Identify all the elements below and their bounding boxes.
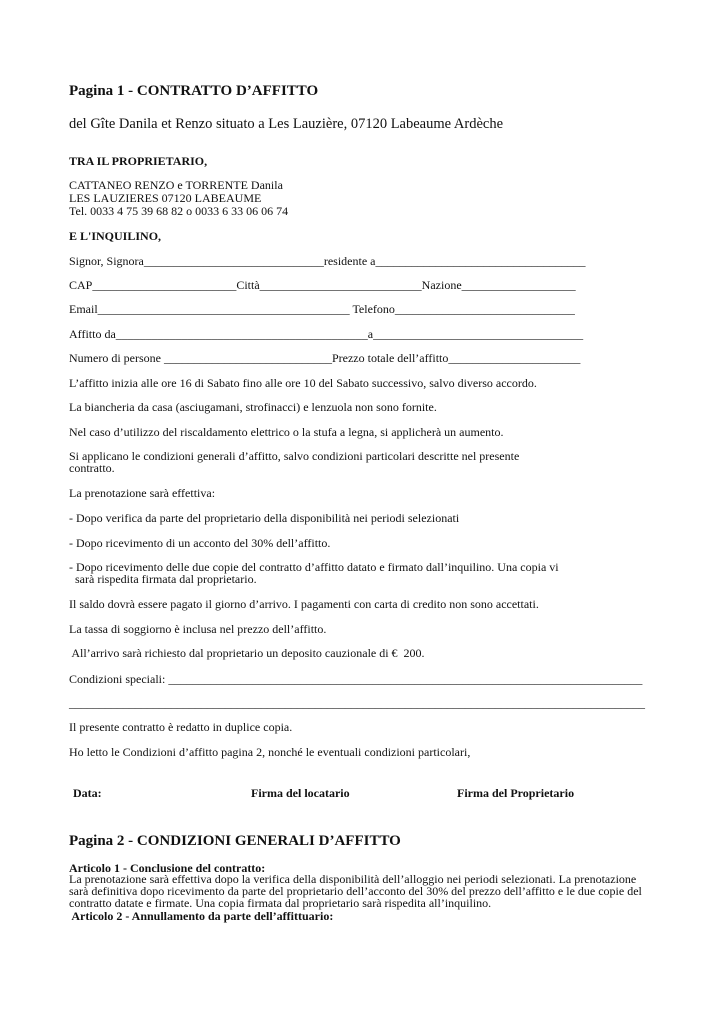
paragraph-linen: La biancheria da casa (asciugamani, strofinacci) e lenzuola non sono fornite.	[69, 400, 437, 414]
page1-subtitle: del Gîte Danila et Renzo situato a Les Lauzière, 07120 Labeaume Ardèche	[69, 116, 504, 132]
form-line-name: Signor, Signora______________________________residente a___________________________________	[69, 254, 586, 268]
article2-title: Articolo 2 - Annullamento da parte dell’affittuario:	[69, 909, 334, 923]
form-line-email: Email__________________________________________ Telefono______________________________	[69, 302, 575, 316]
page2-title: Pagina 2 - CONDIZIONI GENERALI D’AFFITTO	[69, 833, 401, 849]
paragraph-balance: Il saldo dovrà essere pagato il giorno d’arrivo. I pagamenti con carta di credito non sono accettati.	[69, 597, 539, 611]
owner-heading: TRA IL PROPRIETARIO,	[69, 154, 208, 168]
article1-title: Articolo 1 - Conclusione del contratto:	[69, 861, 266, 875]
form-line-city: CAP________________________Città___________________________Nazione___________________	[69, 278, 576, 292]
booking-intro: La prenotazione sarà effettiva:	[69, 486, 216, 500]
paragraph-security-deposit: All’arrivo sarà richiesto dal proprietario un deposito cauzionale di € 200.	[69, 646, 425, 660]
form-line-dates: Affitto da__________________________________________a___________________________________	[69, 327, 584, 341]
special-conditions-line2: ________________________________________________________________________________________________	[69, 696, 645, 710]
owner-name: CATTANEO RENZO e TORRENTE Danila	[69, 178, 283, 192]
general-conditions-line2: contratto.	[69, 461, 115, 475]
signature-tenant-label: Firma del locatario	[251, 786, 350, 800]
paragraph-checkin: L’affitto inizia alle ore 16 di Sabato fino alle ore 10 del Sabato successivo, salvo diverso accordo.	[69, 376, 537, 390]
article1-line3: contratto datate e firmate. Una copia firmata dal proprietario sarà rispedita all’inquilino.	[69, 896, 492, 910]
paragraph-duplicate: Il presente contratto è redatto in duplice copia.	[69, 720, 293, 734]
paragraph-read-statement: Ho letto le Condizioni d’affitto pagina 2, nonché le eventuali condizioni particolari,	[69, 745, 471, 759]
signature-date-label: Data:	[73, 786, 102, 800]
owner-phone: Tel. 0033 4 75 39 68 82 o 0033 6 33 06 06 74	[69, 204, 289, 218]
article1-line1: La prenotazione sarà effettiva dopo la verifica della disponibilità dell’alloggio nei periodi selezionati. La prenotazione	[69, 872, 637, 886]
paragraph-heating: Nel caso d’utilizzo del riscaldamento elettrico o la stufa a legna, si applicherà un aumento.	[69, 425, 504, 439]
booking-item-contract-line1: - Dopo ricevimento delle due copie del contratto d’affitto datato e firmato dall’inquilino. Una copia vi	[69, 560, 559, 574]
tenant-heading: E L'INQUILINO,	[69, 229, 162, 243]
general-conditions-line1: Si applicano le condizioni generali d’affitto, salvo condizioni particolari descritte nel presente	[69, 449, 520, 463]
paragraph-tax: La tassa di soggiorno è inclusa nel prezzo dell’affitto.	[69, 622, 327, 636]
booking-item-verification: - Dopo verifica da parte del proprietario della disponibilità nei periodi selezionati	[69, 511, 460, 525]
page1-title: Pagina 1 - CONTRATTO D’AFFITTO	[69, 83, 319, 99]
booking-item-contract-line2: sarà rispedita firmata dal proprietario.	[69, 572, 257, 586]
booking-item-deposit: - Dopo ricevimento di un acconto del 30% dell’affitto.	[69, 536, 331, 550]
signature-owner-label: Firma del Proprietario	[457, 786, 575, 800]
special-conditions-line1: Condizioni speciali: _______________________________________________________________________________	[69, 672, 643, 686]
article1-line2: sarà definitiva dopo ricevimento da parte del proprietario dell’acconto del 30% del prezzo dell’affitto e le due copie del	[69, 884, 642, 898]
owner-address: LES LAUZIERES 07120 LABEAUME	[69, 191, 262, 205]
form-line-persons: Numero di persone ____________________________Prezzo totale dell’affitto______________________	[69, 351, 581, 365]
